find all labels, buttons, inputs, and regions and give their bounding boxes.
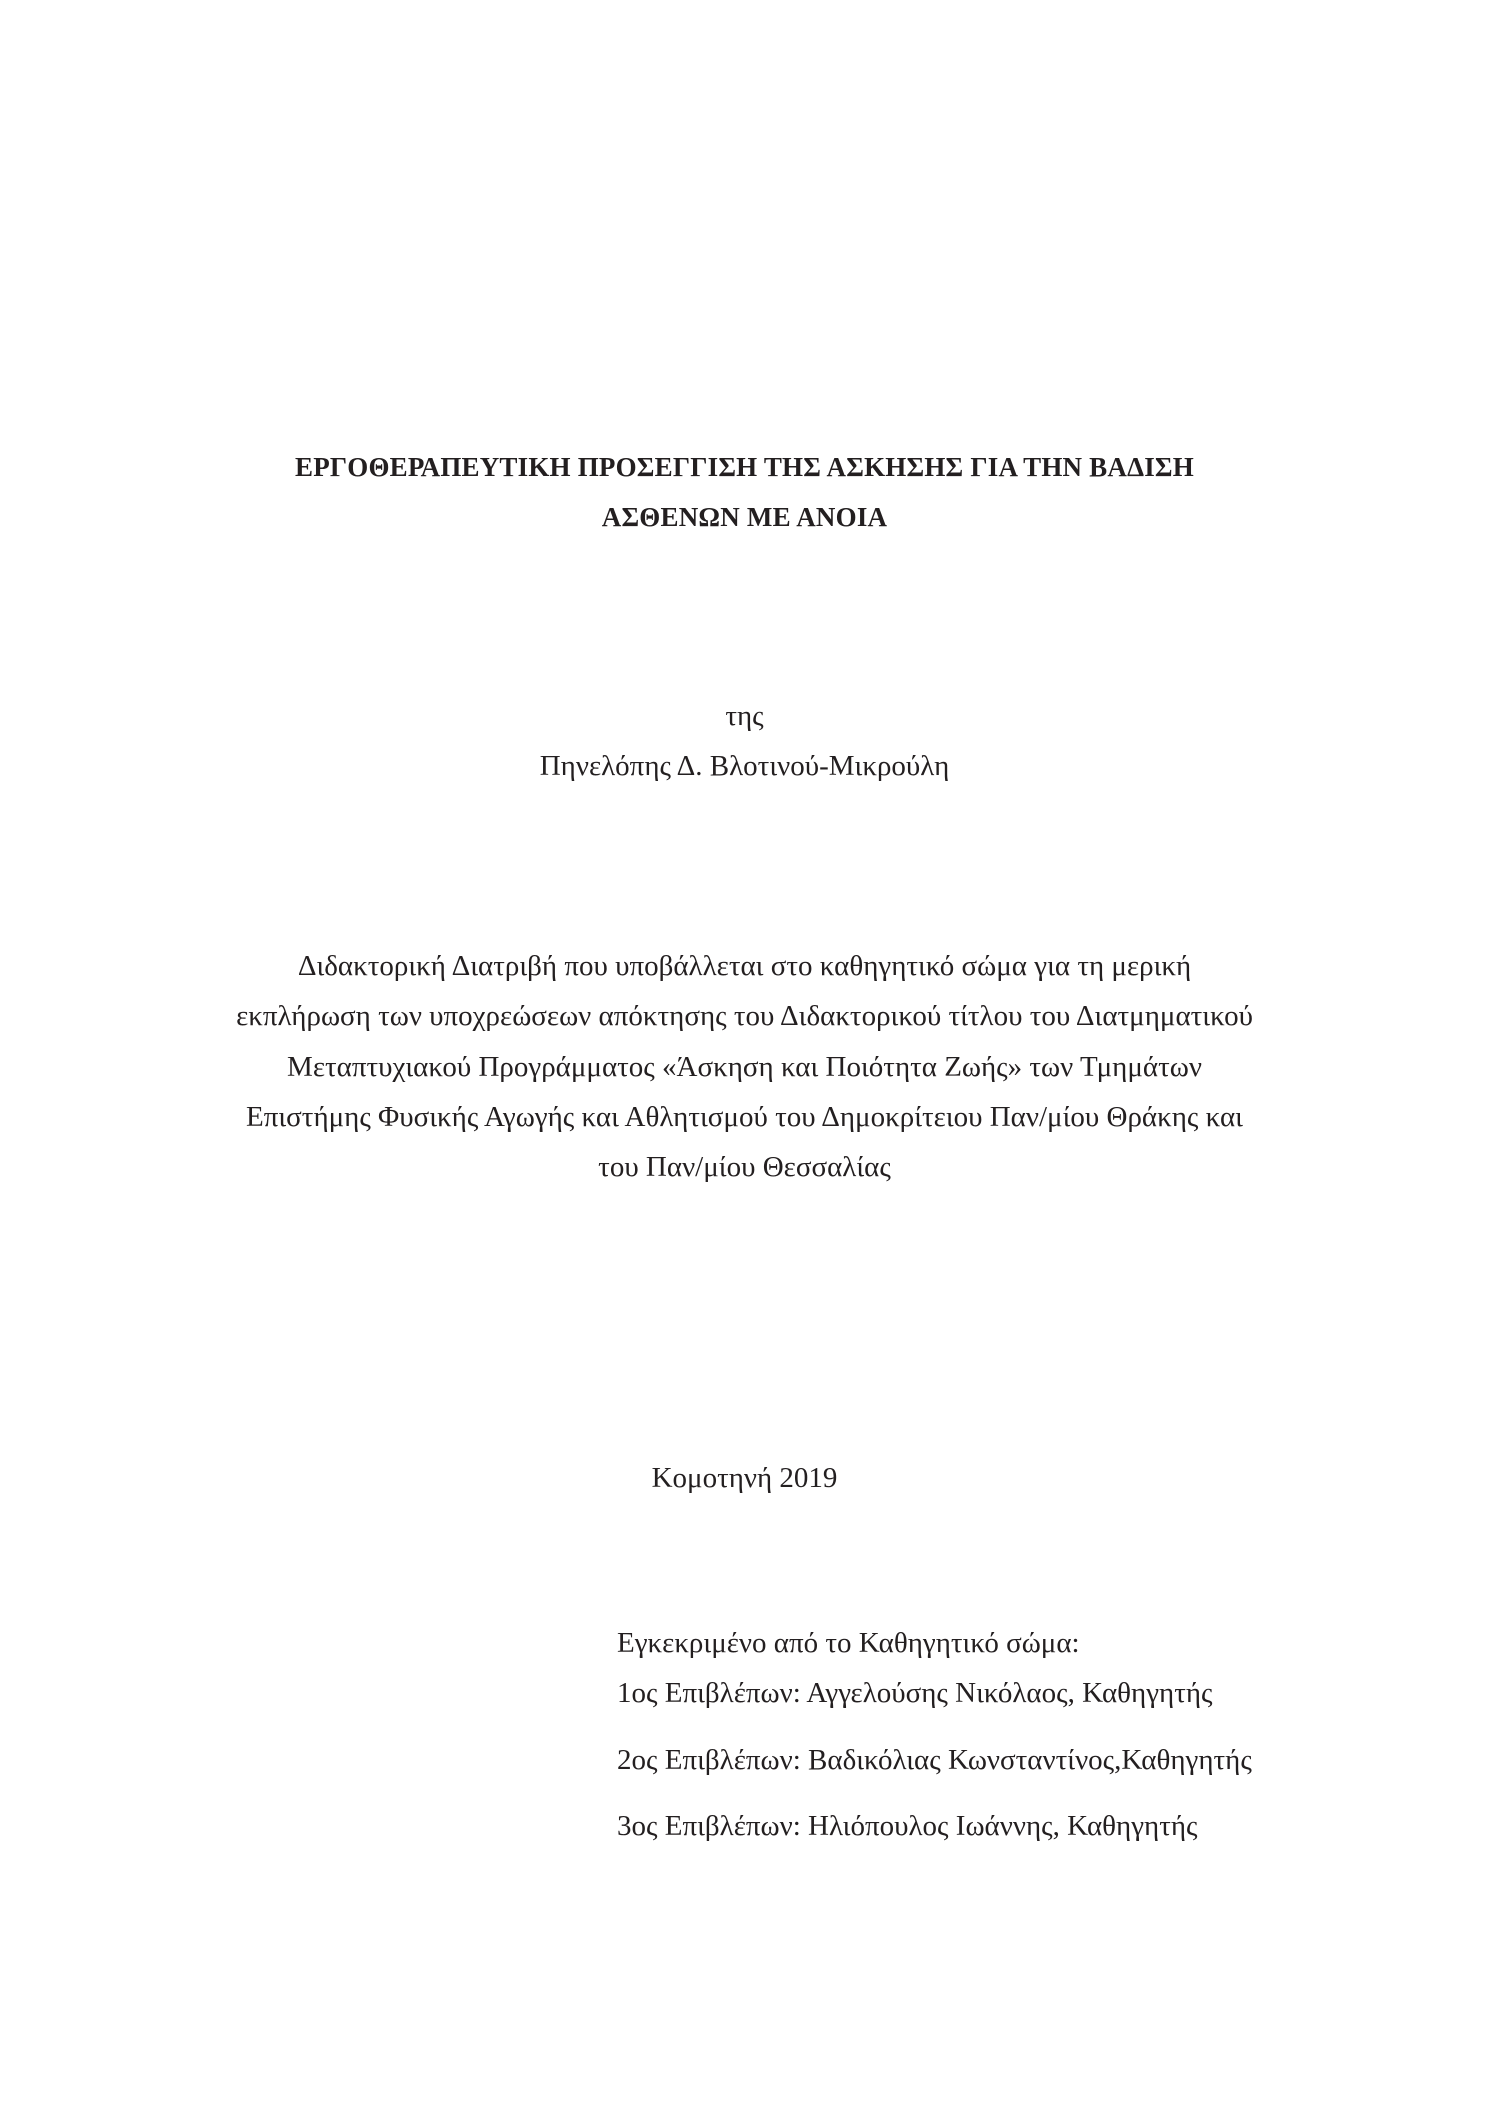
author-prefix: της	[725, 700, 764, 732]
author-name: Πηνελόπης Δ. Βλοτινού-Μικρούλη	[539, 750, 950, 782]
committee-heading: Εγκεκριμένο από το Καθηγητικό σώμα:	[617, 1627, 1080, 1659]
committee-member: 1ος Επιβλέπων: Αγγελούσης Νικόλαος, Καθηγητής	[617, 1677, 1213, 1709]
committee-member: 2ος Επιβλέπων: Βαδικόλιας Κωνσταντίνος,Καθηγητής	[617, 1744, 1252, 1776]
place-date: Κομοτηνή 2019	[651, 1462, 838, 1494]
title-line-1: ΕΡΓΟΘΕΡΑΠΕΥΤΙΚΗ ΠΡΟΣΕΓΓΙΣΗ ΤΗΣ ΑΣΚΗΣΗΣ ΓΙΑ ΤΗΝ ΒΑΔΙΣΗ	[295, 452, 1194, 482]
description-line: Διδακτορική Διατριβή που υποβάλλεται στο καθηγητικό σώμα για τη μερική	[297, 950, 1192, 982]
description-line: εκπλήρωση των υποχρεώσεων απόκτησης του Διδακτορικού τίτλου του Διατμηματικού	[236, 1000, 1253, 1032]
description-line: Μεταπτυχιακού Προγράμματος «Άσκηση και Ποιότητα Ζωής» των Τμημάτων	[287, 1051, 1202, 1083]
committee-member: 3ος Επιβλέπων: Ηλιόπουλος Ιωάννης, Καθηγητής	[617, 1810, 1198, 1842]
title-line-2: ΑΣΘΕΝΩΝ ΜΕ ΑΝΟΙΑ	[601, 502, 888, 532]
description-line: του Παν/μίου Θεσσαλίας	[598, 1151, 891, 1183]
description-line: Επιστήμης Φυσικής Αγωγής και Αθλητισμού του Δημοκρίτειου Παν/μίου Θράκης και	[246, 1101, 1243, 1133]
